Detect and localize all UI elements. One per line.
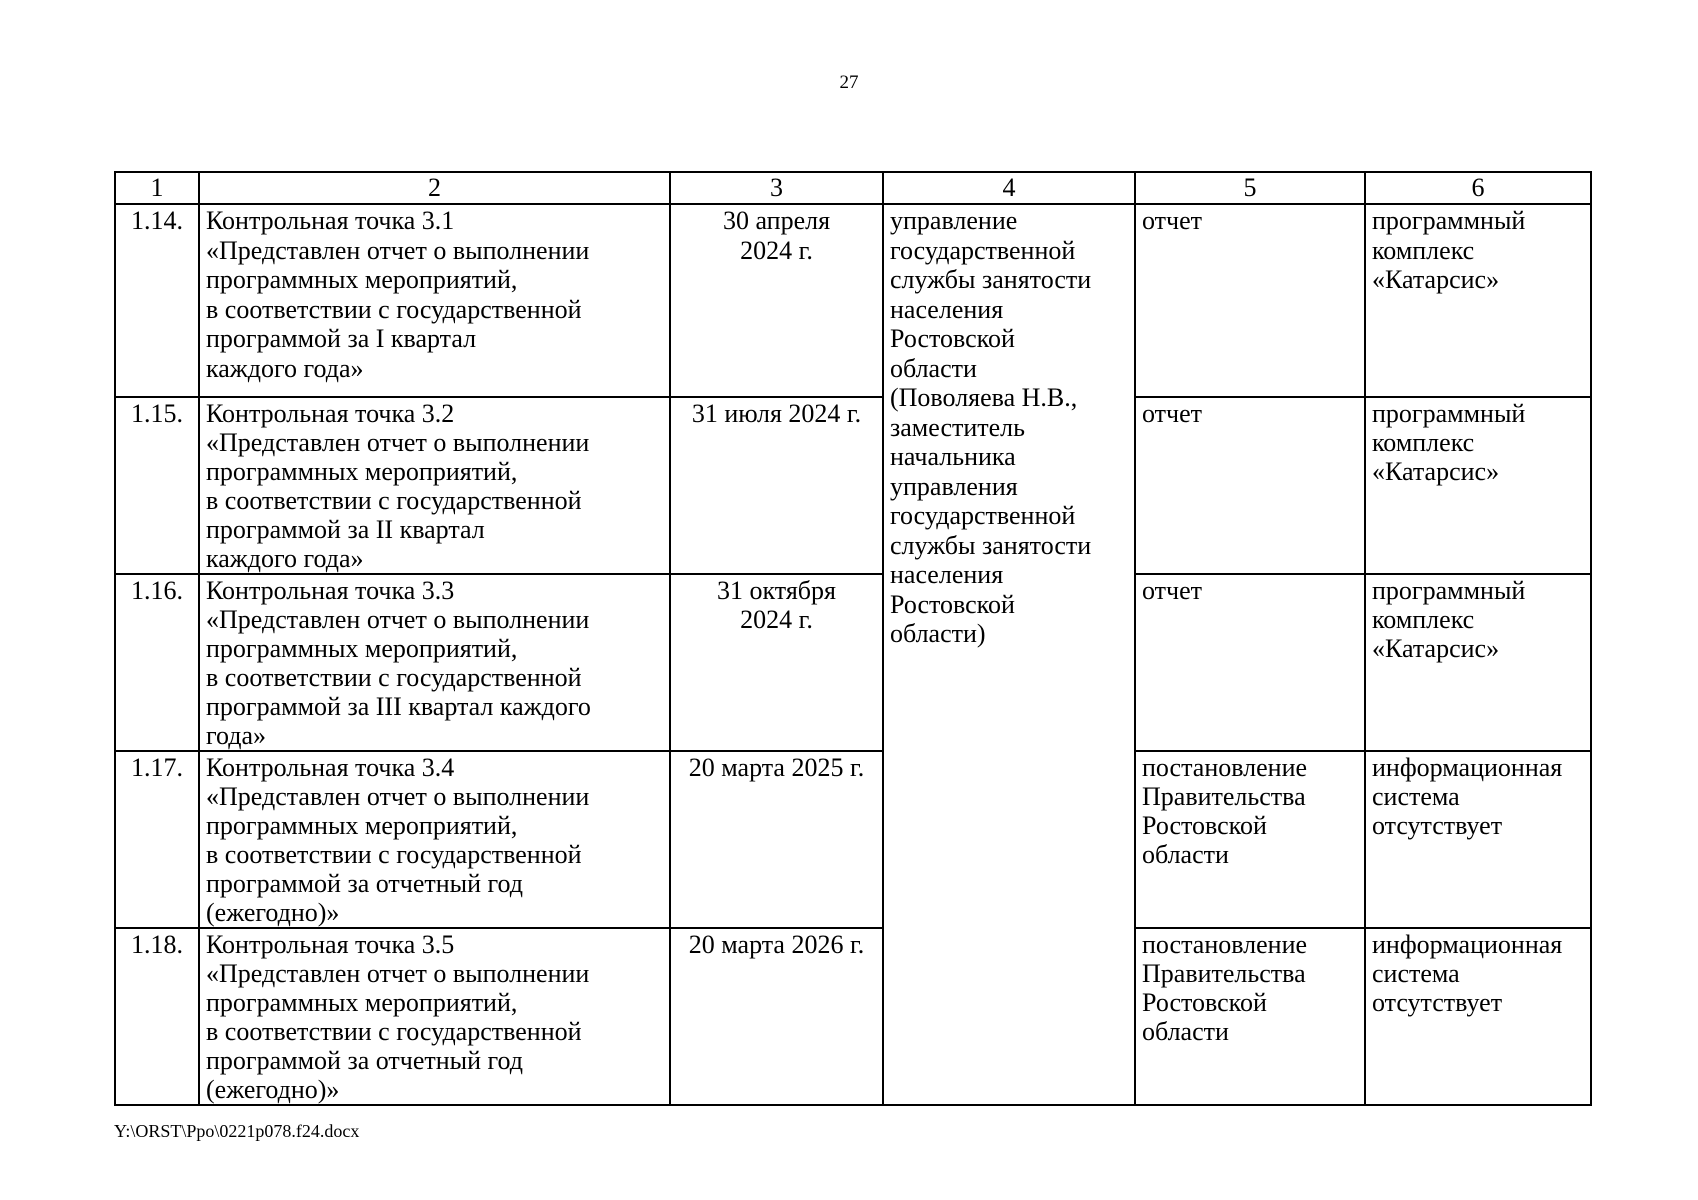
row-number: 1.15. [115, 397, 199, 574]
description-line: в соответствии с государственной [206, 1017, 582, 1046]
deadline-cell [670, 574, 883, 751]
document-type-line: Ростовской [1142, 988, 1267, 1017]
responsible-line: управление [890, 206, 1018, 235]
information-system-line: система [1372, 959, 1460, 988]
information-system-line: программный [1372, 206, 1526, 235]
information-system-line: информационная [1372, 753, 1563, 782]
description-line: «Представлен отчет о выполнении [206, 428, 590, 457]
description-line: программных мероприятий, [206, 811, 518, 840]
responsible-line: области) [890, 619, 986, 648]
deadline-cell [670, 397, 883, 574]
responsible-line: заместитель [890, 412, 1026, 442]
document-type-line: Ростовской [1142, 811, 1267, 840]
information-system-line: отсутствует [1372, 811, 1503, 840]
control-point-title: Контрольная точка 3.5 [206, 930, 455, 959]
deadline-line: 31 июля 2024 г. [691, 399, 862, 428]
responsible-cell [883, 204, 1135, 1105]
description-line: в соответствии с государственной [206, 663, 582, 692]
description-line: программой за II квартал [206, 515, 485, 544]
information-system-line: информационная [1372, 930, 1563, 959]
information-system-line: «Катарсис» [1372, 634, 1500, 663]
row-number: 1.16. [115, 574, 199, 751]
document-type-line: Правительства [1142, 782, 1306, 811]
file-path-footer: Y:\ORST\Ppo\0221p078.f24.docx [114, 1121, 360, 1141]
responsible-line: управления [890, 471, 1018, 501]
document-type-cell [1135, 928, 1365, 1105]
responsible-line: населения [890, 560, 1004, 589]
information-system-line: система [1372, 782, 1460, 811]
table-row [115, 928, 1591, 1105]
responsible-line: Ростовской [890, 589, 1015, 619]
description-line: «Представлен отчет о выполнении [206, 605, 590, 634]
information-system-line: комплекс [1372, 428, 1475, 457]
deadline-line: 20 марта 2026 г. [688, 930, 865, 959]
deadline-line: 30 апреля [722, 206, 831, 235]
responsible-line: службы занятости [890, 265, 1092, 294]
deadline-line: 20 марта 2025 г. [688, 753, 865, 782]
responsible-line: населения [890, 294, 1004, 324]
document-type-line: Правительства [1142, 959, 1306, 988]
document-type-line: области [1142, 1017, 1229, 1046]
responsible-line: области [890, 353, 977, 383]
responsible-line: государственной [890, 235, 1076, 265]
description-line: программных мероприятий, [206, 634, 518, 663]
table-row [115, 204, 1591, 397]
document-type-cell [1135, 574, 1365, 751]
control-point-title: Контрольная точка 3.1 [206, 206, 455, 235]
deadline-cell [670, 204, 883, 397]
deadline-line: 2024 г. [740, 605, 813, 634]
document-type-cell [1135, 751, 1365, 928]
document-type-line: отчет [1142, 206, 1202, 235]
deadline-cell [670, 928, 883, 1105]
description-line: (ежегодно)» [206, 1075, 340, 1104]
control-points-table-container [114, 171, 1590, 1106]
row-number: 1.17. [115, 751, 199, 928]
information-system-line: комплекс [1372, 605, 1475, 634]
description-line: программой за отчетный год [206, 1046, 524, 1075]
control-points-table [114, 171, 1592, 1106]
document-type-cell [1135, 397, 1365, 574]
description-line: (ежегодно)» [206, 898, 340, 927]
document-type-line: области [1142, 840, 1229, 869]
header-col-4: 4 [883, 172, 1135, 204]
description-line: программой за I квартал [206, 324, 477, 353]
description-line: каждого года» [206, 544, 364, 573]
description-line: в соответствии с государственной [206, 840, 582, 869]
description-line: в соответствии с государственной [206, 294, 582, 324]
responsible-line: Ростовской [890, 324, 1015, 353]
document-type-cell [1135, 204, 1365, 397]
control-point-cell [199, 204, 670, 397]
control-point-cell [199, 928, 670, 1105]
header-col-1: 1 [115, 172, 199, 204]
document-type-line: постановление [1142, 930, 1308, 959]
information-system-cell [1365, 204, 1591, 397]
description-line: программных мероприятий, [206, 265, 518, 294]
information-system-cell [1365, 928, 1591, 1105]
document-type-line: отчет [1142, 576, 1202, 605]
description-line: года» [206, 721, 267, 750]
control-point-cell [199, 574, 670, 751]
row-number: 1.14. [115, 204, 199, 397]
table-row [115, 397, 1591, 574]
header-col-2: 2 [199, 172, 670, 204]
information-system-line: «Катарсис» [1372, 457, 1500, 486]
responsible-line: (Поволяева Н.В., [890, 383, 1078, 412]
control-point-cell [199, 397, 670, 574]
responsible-line: службы занятости [890, 530, 1092, 560]
control-point-title: Контрольная точка 3.2 [206, 399, 455, 428]
description-line: программой за отчетный год [206, 869, 524, 898]
control-point-cell [199, 751, 670, 928]
table-row [115, 574, 1591, 751]
information-system-cell [1365, 397, 1591, 574]
information-system-line: программный [1372, 399, 1526, 428]
information-system-cell [1365, 574, 1591, 751]
control-point-title: Контрольная точка 3.3 [206, 576, 455, 605]
description-line: программой за III квартал каждого [206, 692, 591, 721]
description-line: «Представлен отчет о выполнении [206, 235, 590, 265]
description-line: в соответствии с государственной [206, 486, 582, 515]
description-line: программных мероприятий, [206, 988, 518, 1017]
description-line: «Представлен отчет о выполнении [206, 782, 590, 811]
information-system-line: комплекс [1372, 235, 1475, 265]
control-point-title: Контрольная точка 3.4 [206, 753, 455, 782]
deadline-cell [670, 751, 883, 928]
row-number: 1.18. [115, 928, 199, 1105]
information-system-cell [1365, 751, 1591, 928]
deadline-line: 31 октября [717, 576, 836, 605]
information-system-line: программный [1372, 576, 1526, 605]
table-header-row [115, 172, 1591, 204]
page-number: 27 [839, 72, 859, 93]
information-system-line: отсутствует [1372, 988, 1503, 1017]
deadline-line: 2024 г. [740, 235, 813, 265]
responsible-line: начальника [890, 442, 1016, 471]
description-line: «Представлен отчет о выполнении [206, 959, 590, 988]
table-row [115, 751, 1591, 928]
document-type-line: постановление [1142, 753, 1308, 782]
document-type-line: отчет [1142, 399, 1202, 428]
description-line: программных мероприятий, [206, 457, 518, 486]
description-line: каждого года» [206, 353, 364, 383]
header-col-3: 3 [670, 172, 883, 204]
information-system-line: «Катарсис» [1372, 265, 1500, 294]
responsible-line: государственной [890, 501, 1076, 530]
header-col-5: 5 [1135, 172, 1365, 204]
header-col-6: 6 [1365, 172, 1591, 204]
